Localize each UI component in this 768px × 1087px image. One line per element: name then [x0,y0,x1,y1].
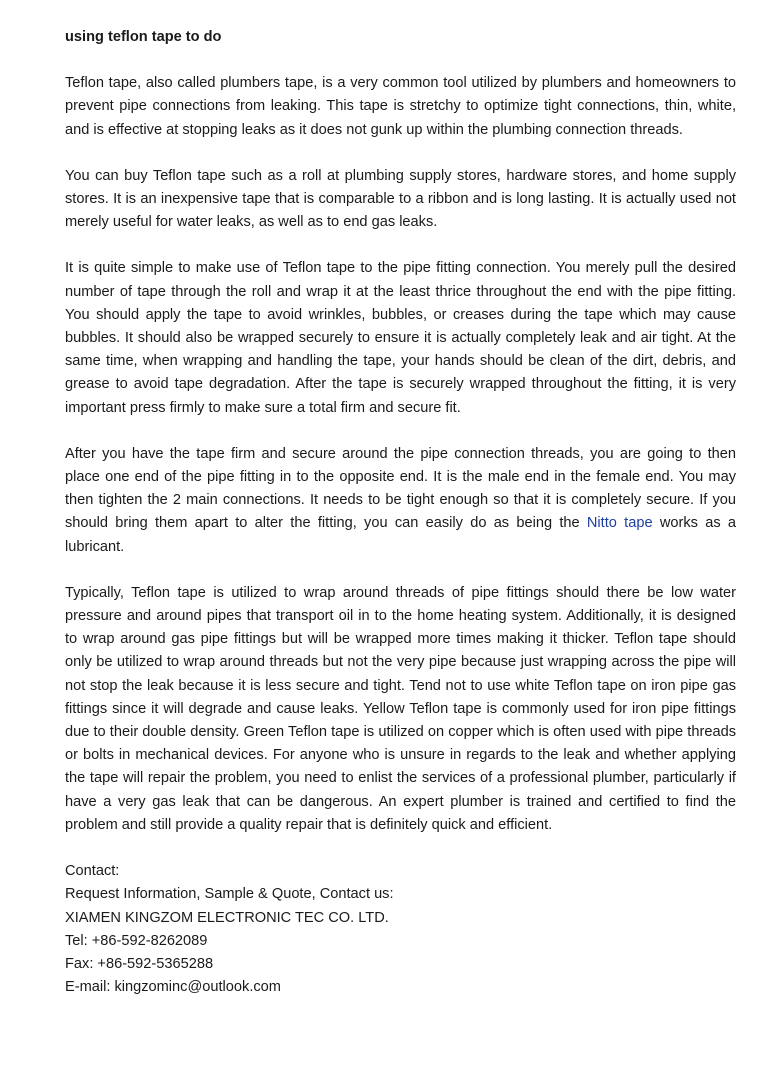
paragraph-how-to-apply: It is quite simple to make use of Teflon tape to the pipe fitting connection. You merely pull the desired number of tape through the roll and wrap it at the least thrice throughout the end with the pipe fitting. You should apply the tape to avoid wrinkles, bubbles, or creases during the tape which may cause bubbles. It should also be wrapped securely to ensure it is actually completely leak and air tight. At the same time, when wrapping and handling the tape, your hands should be clean of the dirt, debris, and grease to avoid tape degradation. After the tape is securely wrapped throughout the fitting, it is very important press firmly to make sure a total firm and secure fit. [65,260,736,416]
paragraph-connecting-text: After you have the tape firm and secure around the pipe connection threads, you are going to then place one end of the pipe fitting in to the opposite end. It is the male end in the female end. You may then tighten the 2 main connections. It needs to be tight enough so that it is completely secure. If you should bring them apart to alter the fitting, you can easily do as being the [65,445,736,532]
paragraph-tape-types: Typically, Teflon tape is utilized to wrap around threads of pipe fittings should there be low water pressure and around pipes that transport oil in to the home heating system. Additionally, it is designed to wrap around gas pipe fittings but will be wrapped more times making it thicker. Teflon tape should only be utilized to wrap around threads but not the very pipe because just wrapping across the pipe will not stop the leak because it is less secure and tight. Tend not to use white Teflon tape on iron pipe gas fittings since it will degrade and cause leaks. Yellow Teflon tape is commonly used for iron pipe fittings due to their double density. Green Teflon tape is utilized on copper which is often used with pipe threads or bolts in mechanical devices. For anyone who is unsure in regards to the leak and whether applying the tape will repair the problem, you need to enlist the services of a professional plumber, particularly if have a very gas leak that can be dangerous. An expert plumber is trained and certified to find the problem and still provide a quality repair that is definitely quick and efficient. [65,584,736,833]
paragraph-connecting-tail: works as a lubricant. [65,515,737,555]
contact-heading: Contact: [65,863,120,880]
contact-tel: Tel: +86-592-8262089 [65,932,208,949]
paragraph-teflon-intro: Teflon tape, also called plumbers tape, is a very common tool utilized by plumbers and homeowners to prevent pipe connections from leaking. This tape is stretchy to optimize tight connections, thin, white, and is effective at stopping leaks as it does not gunk up within the plumbing connection threads. [65,75,736,138]
paragraph-where-to-buy: You can buy Teflon tape such as a roll at plumbing supply stores, hardware stores, and home supply stores. It is an inexpensive tape that is comparable to a ribbon and is long lasting. It is actually used not merely useful for water leaks, as well as to end gas leaks. [65,167,736,231]
contact-fax: Fax: +86-592-5365288 [65,955,214,972]
nitto-tape-link[interactable]: Nitto tape [586,515,653,532]
contact-email: E-mail: kingzominc@outlook.com [65,979,281,996]
document-title: using teflon tape to do [65,29,222,45]
contact-block [65,860,736,999]
document-page [65,26,736,999]
contact-request-line: Request Information, Sample & Quote, Contact us: [65,886,394,903]
contact-company: XIAMEN KINGZOM ELECTRONIC TEC CO. LTD. [65,909,389,926]
paragraph-connecting-fittings [65,443,736,559]
